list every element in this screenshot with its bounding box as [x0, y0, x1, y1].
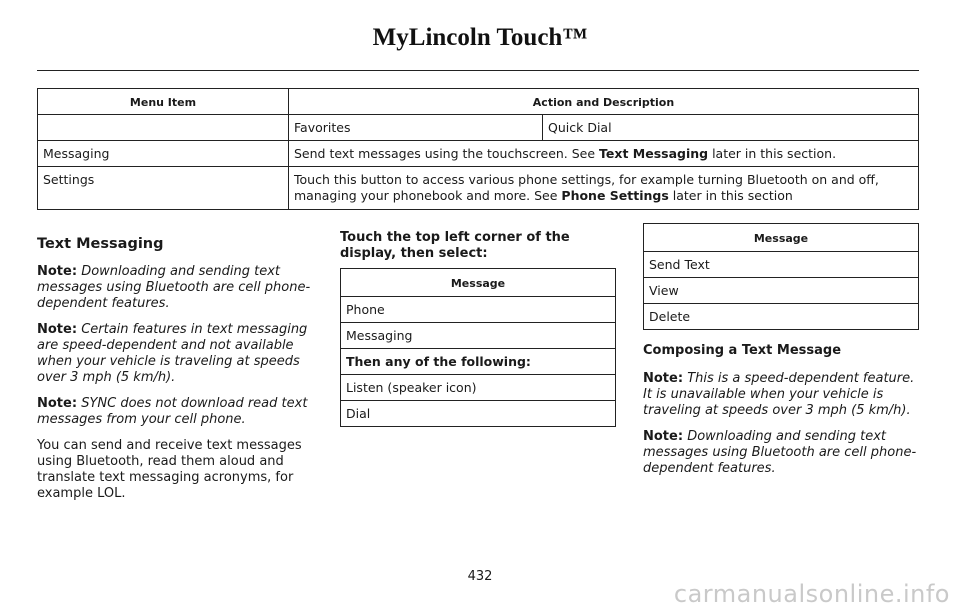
action-cell [289, 141, 919, 167]
menu-cell: Settings [38, 167, 289, 210]
note-label: Note: [643, 429, 684, 444]
table-row: View [644, 278, 919, 304]
menu-table [37, 88, 919, 210]
watermark: carmanualsonline.info [673, 580, 950, 608]
table-header: Message [341, 269, 616, 297]
section-heading: Composing a Text Message [643, 343, 842, 358]
action-text: later in this section [668, 188, 793, 203]
table-row [38, 167, 919, 210]
col-header-action: Action and Description [289, 89, 919, 115]
note [643, 429, 921, 477]
note [37, 322, 313, 386]
note-label: Note: [37, 322, 78, 337]
note [643, 371, 921, 419]
table-row: Phone [341, 297, 616, 323]
menu-cell: Messaging [38, 141, 289, 167]
table-row: Listen (speaker icon) [341, 375, 616, 401]
note-text: This is a speed-dependent feature. It is unavailable when your vehicle is traveling at speeds over 3 mph (5 km/h). [643, 371, 915, 418]
menu-cell [38, 115, 289, 141]
table-row: Delete [644, 304, 919, 330]
header-rule [37, 70, 919, 71]
action-text: Send text messages using the touchscreen. See [294, 146, 600, 161]
table-header-row [38, 89, 919, 115]
table-row: Messaging [341, 323, 616, 349]
section-reference: Text Messaging [599, 146, 709, 161]
table-header: Message [644, 224, 919, 252]
note-text: Downloading and sending text messages using Bluetooth are cell phone-dependent features. [37, 264, 311, 311]
table-row [38, 115, 919, 141]
note-label: Note: [643, 371, 684, 386]
action-cell: Favorites [289, 115, 543, 141]
action-text: Touch this button to access various phone settings, for example turning Bluetooth on and off, managing your phonebook and more. See [294, 172, 879, 203]
left-column [37, 236, 313, 512]
table-row: Then any of the following: [341, 349, 616, 375]
page-number: 432 [467, 569, 493, 584]
body-paragraph: You can send and receive text messages using Bluetooth, read them aloud and translate text messaging acronyms, for example LOL. [37, 438, 302, 501]
action-text: later in this section. [708, 146, 837, 161]
note-text: Downloading and sending text messages using Bluetooth are cell phone-dependent features. [643, 429, 917, 476]
note-label: Note: [37, 264, 78, 279]
table-row [38, 141, 919, 167]
page-title: MyLincoln Touch™ [372, 24, 588, 51]
section-heading: Text Messaging [37, 236, 164, 252]
col-header-menu: Menu Item [38, 89, 289, 115]
note [37, 264, 313, 312]
action-cell: Quick Dial [543, 115, 919, 141]
note-text: SYNC does not download read text messages from your cell phone. [37, 396, 308, 427]
message-options-table [643, 223, 919, 330]
action-cell [289, 167, 919, 210]
message-path-table [340, 268, 616, 427]
note [37, 396, 313, 428]
table-row: Send Text [644, 252, 919, 278]
section-reference: Phone Settings [561, 188, 669, 203]
right-column [643, 343, 921, 487]
note-label: Note: [37, 396, 78, 411]
note-text: Certain features in text messaging are speed-dependent and not available when your vehicle is traveling at speeds over 3 mph (5 km/h). [37, 322, 308, 385]
middle-column [340, 230, 616, 272]
table-row: Dial [341, 401, 616, 427]
instruction-lead: Touch the top left corner of the display, then select: [340, 230, 570, 261]
